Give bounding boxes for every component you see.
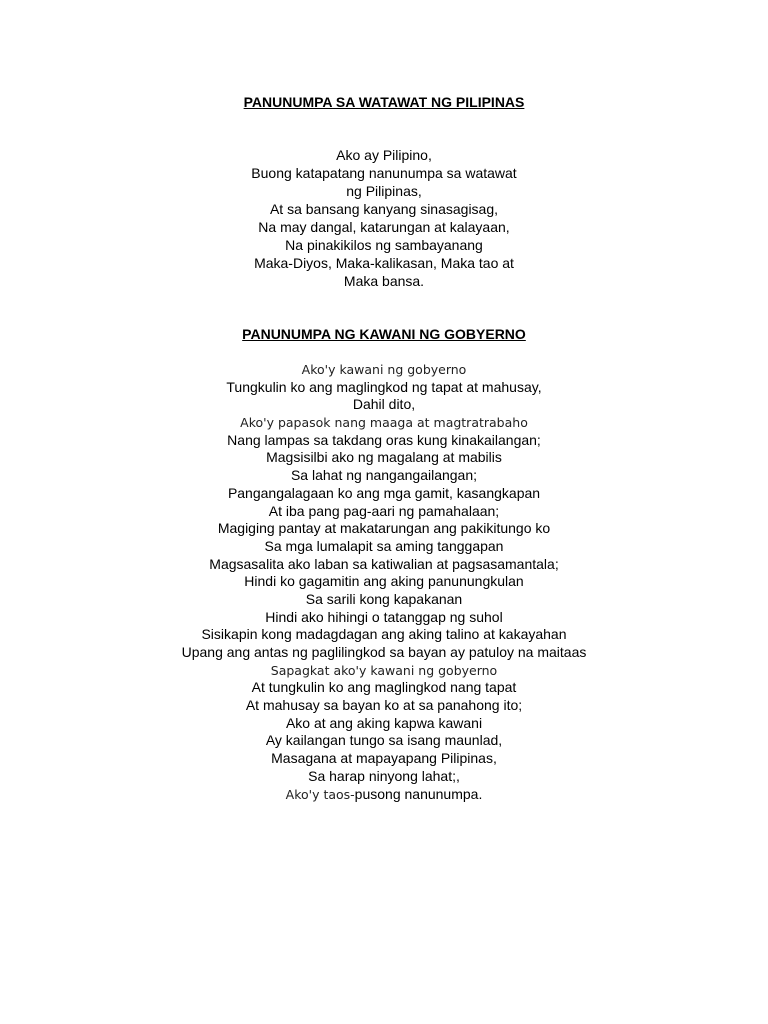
employee-oath-line: Hindi ako hihingi o tatanggap ng suhol <box>265 608 503 625</box>
employee-oath-line: At iba pang pag-aari ng pamahalaan; <box>268 502 500 519</box>
employee-oath-line: At mahusay sa bayan ko at sa panahong ito; <box>245 697 523 714</box>
employee-oath-line: Ako at ang aking kapwa kawani <box>285 714 483 731</box>
flag-oath-line: Ako ay Pilipino, <box>336 147 432 163</box>
employee-oath-line: Ay kailangan tungo sa isang maunlad, <box>265 732 503 749</box>
flag-oath-line: Maka-Diyos, Maka-kalikasan, Maka tao at <box>254 255 514 271</box>
closing-line-prefix: Ako'y taos- <box>285 786 355 802</box>
employee-oath-line: Hindi ko gagamitin ang aking panunungkulan <box>244 573 524 590</box>
flag-oath-line: Buong katapatang nanunumpa sa watawat <box>251 165 517 181</box>
flag-oath-line: ng Pilipinas, <box>346 183 422 199</box>
employee-oath-text <box>0 361 768 803</box>
employee-oath-line: Ako'y kawani ng gobyerno <box>301 362 467 377</box>
employee-oath-line: Pangangalagaan ko ang mga gamit, kasangkapan <box>227 484 541 501</box>
employee-oath-line: Sa harap ninyong lahat;, <box>308 767 460 784</box>
employee-oath-line: Sa sarili kong kapakanan <box>305 590 463 607</box>
flag-oath-line: Maka bansa. <box>343 273 425 289</box>
employee-oath-line: Magsasalita ako laban sa katiwalian at pagsasamantala; <box>209 555 559 572</box>
employee-oath-line: At tungkulin ko ang maglingkod nang tapat <box>251 679 517 696</box>
employee-oath-title: PANUNUMPA NG KAWANI NG GOBYERNO <box>242 326 526 342</box>
flag-oath-line: At sa bansang kanyang sinasagisag, <box>269 201 499 217</box>
employee-oath-line: Sa mga lumalapit sa aming tanggapan <box>264 537 504 554</box>
employee-oath-line: Magiging pantay at makatarungan ang pakikitungo ko <box>217 520 551 537</box>
employee-oath-line: Nang lampas sa takdang oras kung kinakailangan; <box>227 431 541 448</box>
flag-oath-text <box>0 146 768 290</box>
employee-oath-line: Ako'y papasok nang maaga at magtratrabaho <box>240 415 528 431</box>
closing-line-suffix: pusong nanunumpa. <box>354 785 483 802</box>
employee-oath-line: Masagana at mapayapang Pilipinas, <box>271 750 497 767</box>
flag-oath-line: Na may dangal, katarungan at kalayaan, <box>258 219 510 235</box>
employee-oath-line: Magsisilbi ako ng magalang at mabilis <box>266 449 502 466</box>
employee-oath-line: Dahil dito, <box>352 396 416 413</box>
employee-oath-line: Sisikapin kong madagdagan ang aking talino at kakayahan <box>201 626 567 643</box>
employee-oath-line: Upang ang antas ng paglilingkod sa bayan ay patuloy na maitaas <box>181 644 587 660</box>
employee-oath-line: Sapagkat ako'y kawani ng gobyerno <box>270 662 498 678</box>
employee-oath-line: Tungkulin ko ang maglingkod ng tapat at mahusay, <box>226 378 542 395</box>
employee-oath-closing-line <box>0 786 768 804</box>
flag-oath-line: Na pinakikilos ng sambayanang <box>285 237 483 253</box>
employee-oath-line: Sa lahat ng nangangailangan; <box>290 467 478 484</box>
flag-oath-title: PANUNUMPA SA WATAWAT NG PILIPINAS <box>243 94 525 110</box>
